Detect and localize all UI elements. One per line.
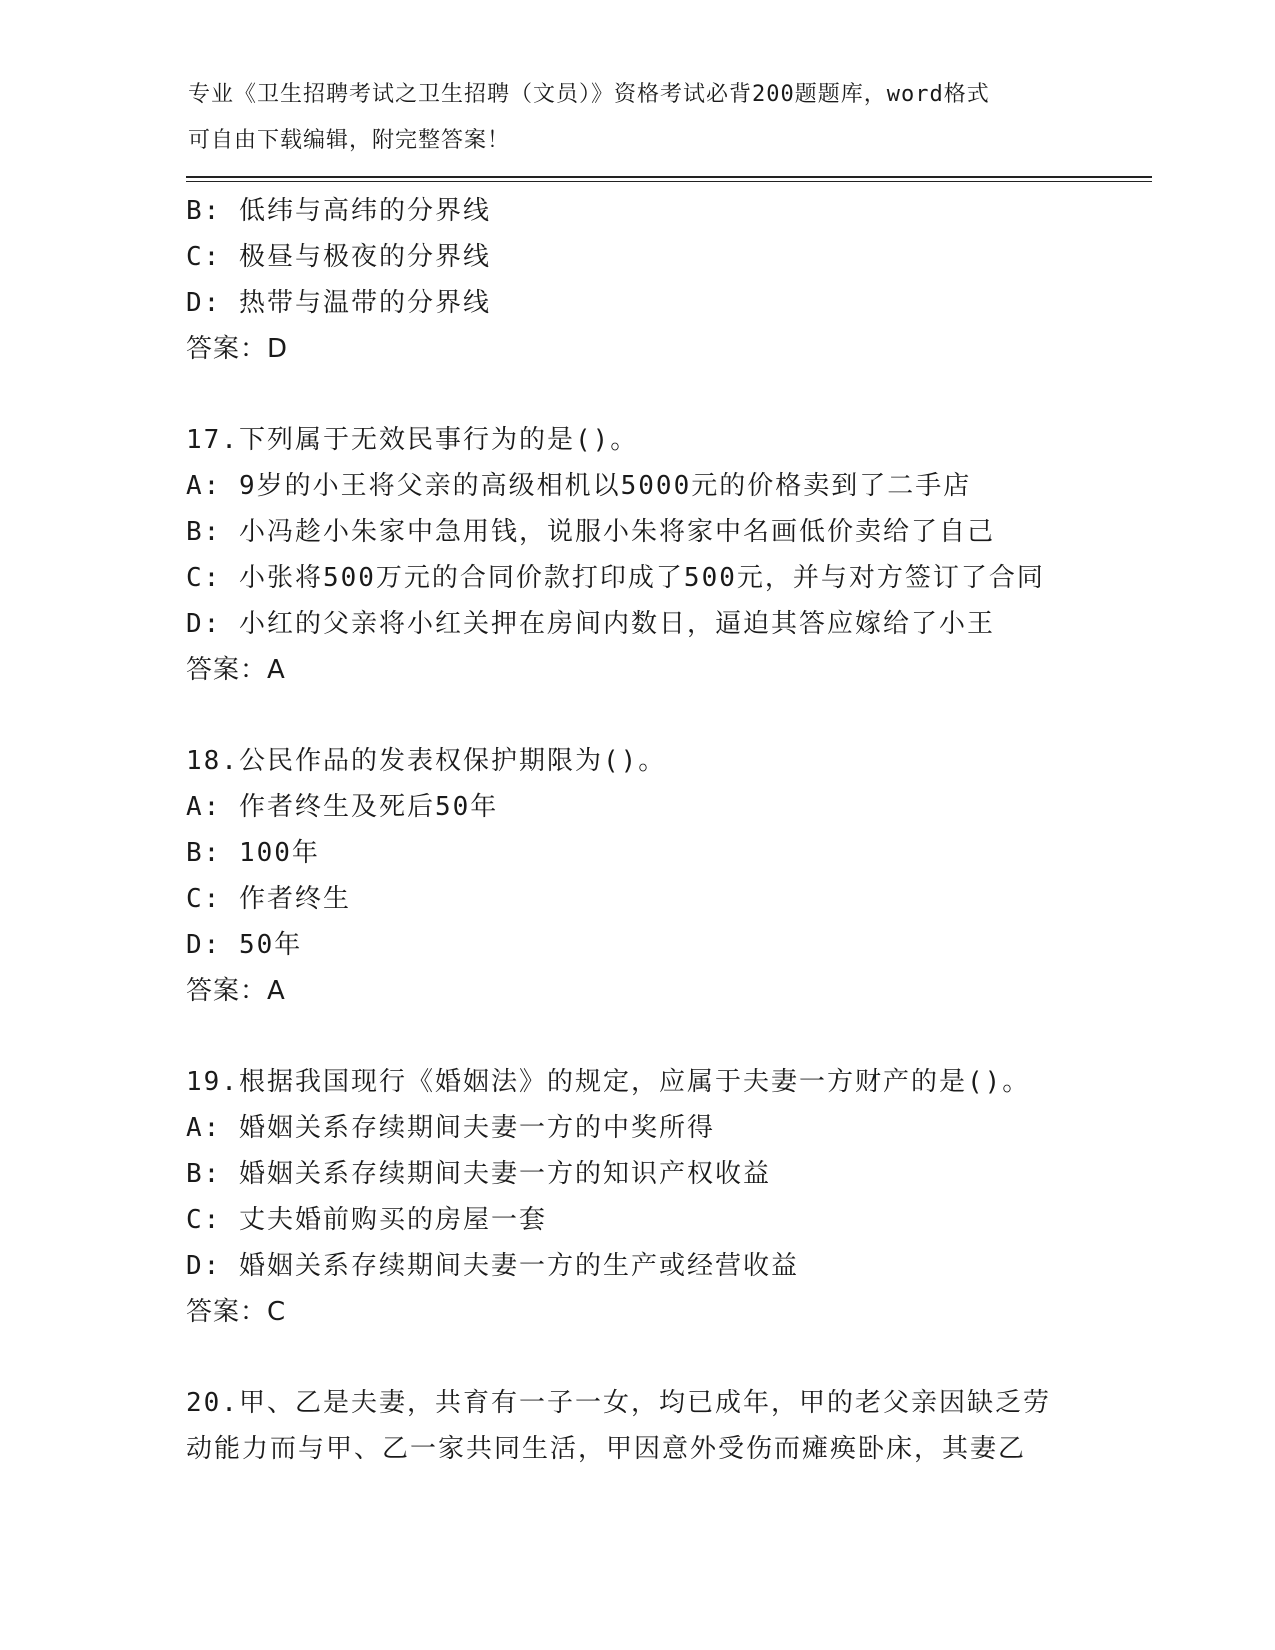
option-d: D: 小红的父亲将小红关押在房间内数日，逼迫其答应嫁给了小王: [186, 609, 995, 639]
question-text: 17.下列属于无效民事行为的是()。: [186, 425, 639, 455]
header-divider-thick: [186, 176, 1152, 178]
header-line-2: 可自由下载编辑，附完整答案！: [188, 128, 511, 153]
question-text: 18.公民作品的发表权保护期限为()。: [186, 746, 667, 776]
option-b: B: 婚姻关系存续期间夫妻一方的知识产权收益: [186, 1159, 771, 1189]
header-line-1: 专业《卫生招聘考试之卫生招聘（文员）》资格考试必背200题题库，word格式: [188, 82, 990, 107]
option-a: A: 婚姻关系存续期间夫妻一方的中奖所得: [186, 1113, 715, 1143]
answer: 答案：C: [186, 1297, 287, 1327]
option-c: C: 小张将500万元的合同价款打印成了500元，并与对方签订了合同: [186, 563, 1045, 593]
answer: 答案：D: [186, 334, 289, 364]
option-d: D: 热带与温带的分界线: [186, 288, 491, 318]
question-list: [186, 188, 1086, 1472]
question-text: 19.根据我国现行《婚姻法》的规定，应属于夫妻一方财产的是()。: [186, 1067, 1031, 1097]
option-c: C: 极昼与极夜的分界线: [186, 242, 491, 272]
answer: 答案：A: [186, 976, 286, 1006]
option-b: B: 100年: [186, 838, 320, 868]
question-20: [186, 1380, 1086, 1472]
option-d: D: 婚姻关系存续期间夫妻一方的生产或经营收益: [186, 1251, 799, 1281]
header-divider-thin: [186, 181, 1152, 182]
option-a: A: 9岁的小王将父亲的高级相机以5000元的价格卖到了二手店: [186, 471, 972, 501]
option-c: C: 作者终生: [186, 884, 351, 914]
question-19: [186, 1059, 1086, 1335]
option-b: B: 小冯趁小朱家中急用钱，说服小朱将家中名画低价卖给了自己: [186, 517, 995, 547]
document-header: [188, 72, 1088, 164]
option-c: C: 丈夫婚前购买的房屋一套: [186, 1205, 547, 1235]
question-16-tail: [186, 188, 1086, 372]
question-17: [186, 417, 1086, 693]
question-18: [186, 738, 1086, 1014]
answer: 答案：A: [186, 655, 286, 685]
question-text-line-2: 动能力而与甲、乙一家共同生活，甲因意外受伤而瘫痪卧床，其妻乙: [186, 1434, 1027, 1464]
option-d: D: 50年: [186, 930, 303, 960]
option-a: A: 作者终生及死后50年: [186, 792, 499, 822]
question-text-line-1: 20.甲、乙是夫妻，共育有一子一女，均已成年，甲的老父亲因缺乏劳: [186, 1388, 1051, 1418]
option-b: B: 低纬与高纬的分界线: [186, 196, 491, 226]
